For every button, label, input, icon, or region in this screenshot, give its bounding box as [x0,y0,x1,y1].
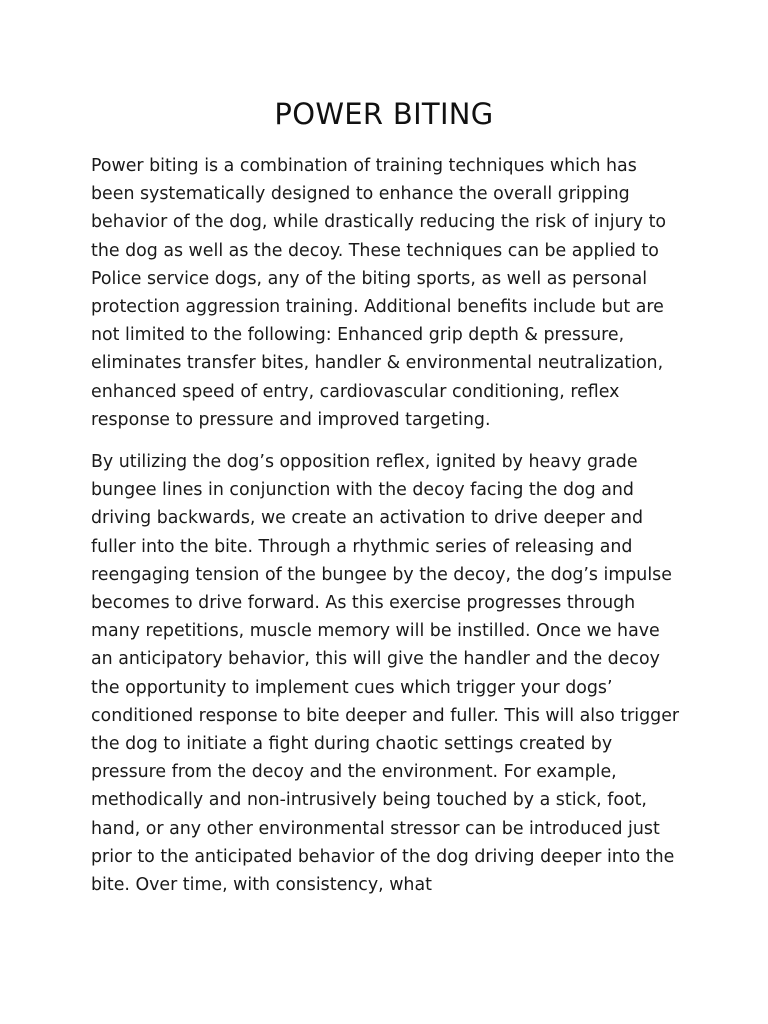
document-title: POWER BITING [274,97,494,131]
document-body [91,152,681,913]
paragraph-opposition-reflex: By utilizing the dog’s opposition reflex, ignited by heavy grade bungee lines in conjunction with the decoy facing the dog and driving backwards, we create an activation to drive deeper and fuller into the bite. Through a rhythmic series of releasing and reengaging tension of the bungee by the decoy, the dog’s impulse becomes to drive forward. As this exercise progresses through many repetitions, muscle memory will be instilled. Once we have an anticipatory behavior, this will give the handler and the decoy the opportunity to implement cues which trigger your dogs’ conditioned response to bite deeper and fuller. This will also trigger the dog to initiate a fight during chaotic settings created by pressure from the decoy and the environment. For example, methodically and non-intrusively being touched by a stick, foot, hand, or any other environmental stressor can be introduced just prior to the anticipated behavior of the dog driving deeper into the bite. Over time, with consistency, what [91,452,680,896]
paragraph-intro: Power biting is a combination of training techniques which has been systematically designed to enhance the overall gripping behavior of the dog, while drastically reducing the risk of injury to the dog as well as the decoy. These techniques can be applied to Police service dogs, any of the biting sports, as well as personal protection aggression training. Additional benefits include but are not limited to the following: Enhanced grip depth & pressure, eliminates transfer bites, handler & environmental neutralization, enhanced speed of entry, cardiovascular conditioning, reflex response to pressure and improved targeting. [91,156,667,430]
